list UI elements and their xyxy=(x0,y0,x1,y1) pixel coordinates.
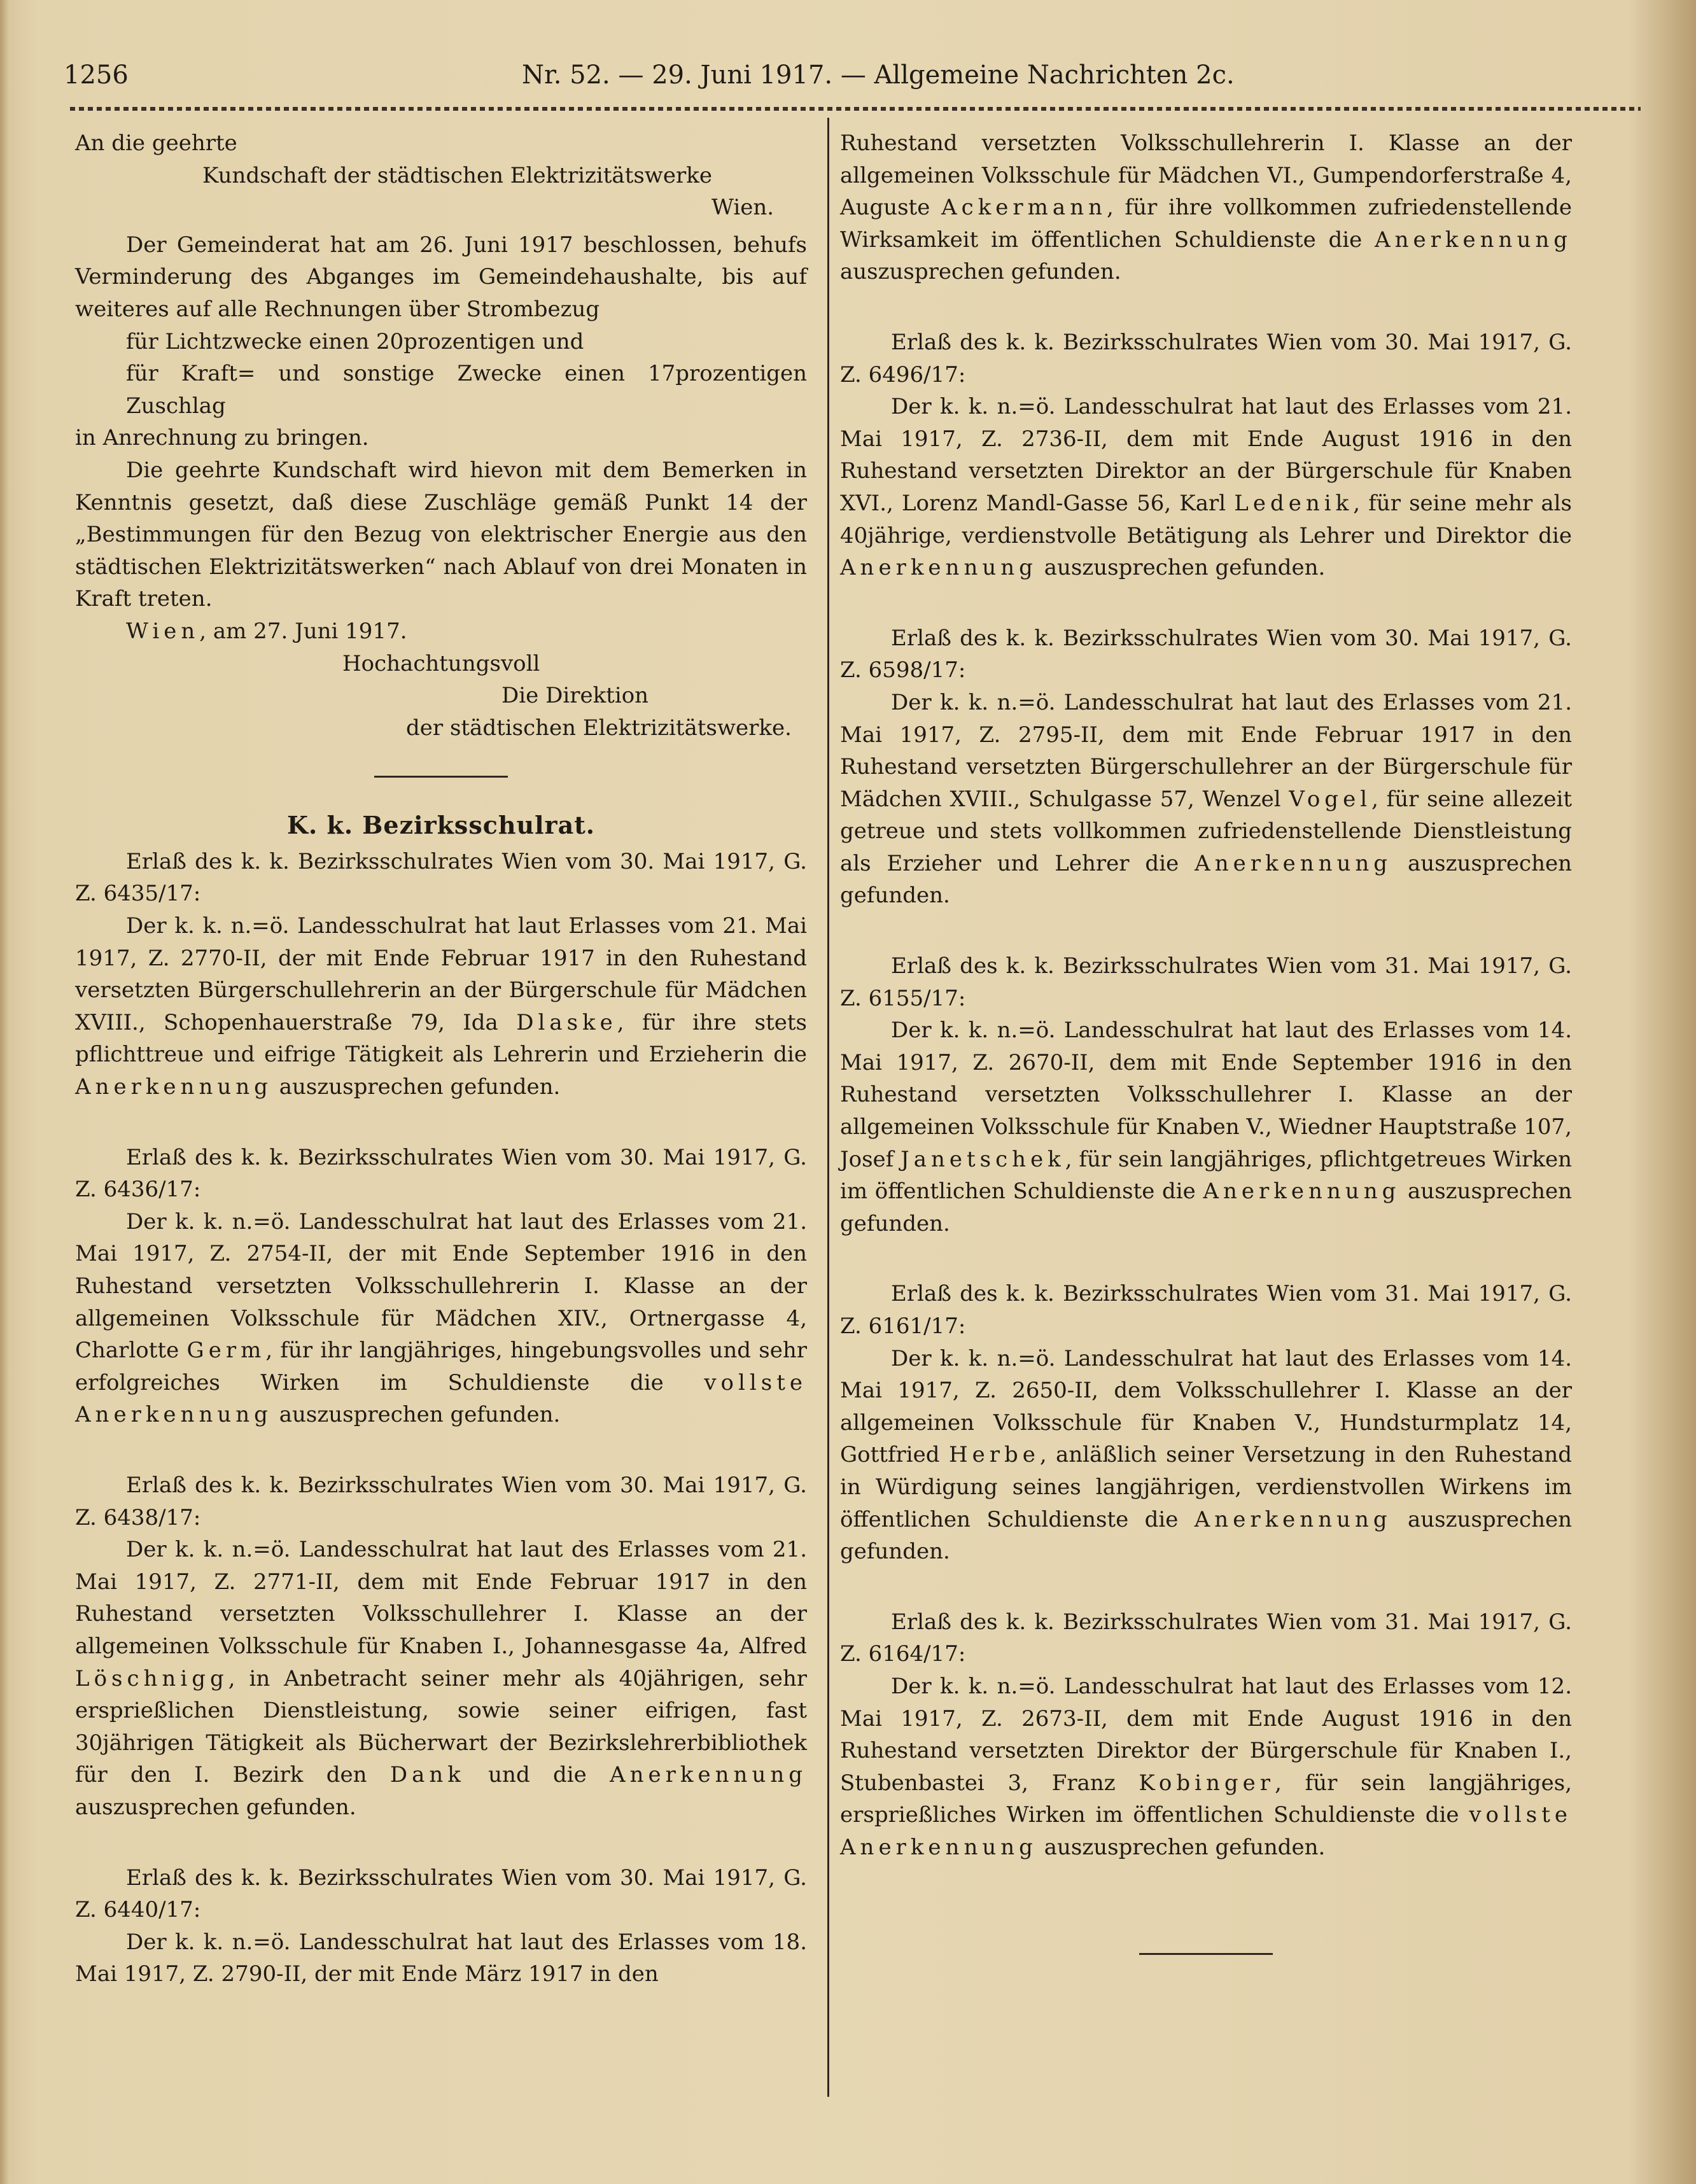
decree-text: Der k. k. n.=ö. Landesschulrat hat laut des Erlasses vom 21. Mai 1917, Z. 2754-II, der mit Ende September 1916 in den Ruhestand versetzten Volksschullehrerin I. Klasse an der allgemeinen Volksschule für Mädchen XIV., Ortnergasse 4, Charlotte Germ, für ihr langjähriges, hingebungsvolles und sehr erfolgreiches Wirken im Schuldienste die vollste Anerkennung auszusprechen gefunden. xyxy=(75,1208,807,1428)
emphasis: vollste Anerkennung xyxy=(840,1802,1573,1860)
signature-line: Die Direktion xyxy=(501,683,649,709)
person-name: Germ xyxy=(186,1338,266,1364)
emphasis: Anerkennung xyxy=(610,1762,807,1788)
decree-text: Der k. k. n.=ö. Landesschulrat hat laut des Erlasses vom 12. Mai 1917, Z. 2673-II, dem mit Ende August 1916 in den Ruhestand versetzten Direktor der Bürgerschule für Knaben I., Stubenbastei 3, Franz Kobinger, für sein langjähriges, ersprießliches Wirken im öffentlichen Schuldienste die vollste Anerkennung auszusprechen gefunden. xyxy=(840,1673,1573,1860)
decree-title: Erlaß des k. k. Bezirksschulrates Wien vom 30. Mai 1917, G. Z. 6496/17: xyxy=(840,329,1572,388)
emphasis: Anerkennung xyxy=(1203,1179,1401,1205)
decree-title: Erlaß des k. k. Bezirksschulrates Wien vom 31. Mai 1917, G. Z. 6161/17: xyxy=(840,1281,1572,1339)
person-name: Herbe xyxy=(948,1442,1040,1468)
decree-text: Der k. k. n.=ö. Landesschulrat hat laut des Erlasses vom 14. Mai 1917, Z. 2650-II, dem Volksschullehrer I. Klasse an der allgemeinen Volksschule für Knaben V., Hundsturmplatz 14, Gottfried Herbe, anläßlich seiner Versetzung in den Ruhestand in Würdigung seines langjährigen, verdienstvollen Wirkens im öffentlichen Schuldienste die Anerkennung auszusprechen gefunden. xyxy=(840,1345,1572,1565)
column-divider xyxy=(827,118,829,2097)
surcharge-item: für Kraft= und sonstige Zwecke einen 17prozentigen Zuschlag xyxy=(126,361,807,419)
date-place: Wien xyxy=(126,618,200,644)
decree-title: Erlaß des k. k. Bezirksschulrates Wien vom 31. Mai 1917, G. Z. 6155/17: xyxy=(840,953,1572,1011)
decree-text: Der k. k. n.=ö. Landesschulrat hat laut des Erlasses vom 21. Mai 1917, Z. 2795-II, dem mit Ende Februar 1917 in den Ruhestand versetzten Bürgerschullehrer an der Bürgerschule für Mädchen XVIII., Schulgasse 57, Wenzel Vogel, für seine allezeit getreue und stets vollkommen zufriedenstellende Dienstleistung als Erzieher und Lehrer die Anerkennung auszusprechen gefunden. xyxy=(840,689,1573,909)
page-header xyxy=(64,60,1642,99)
decree-title: Erlaß des k. k. Bezirksschulrates Wien vom 30. Mai 1917, G. Z. 6440/17: xyxy=(75,1865,807,1923)
right-column xyxy=(840,127,1572,1955)
emphasis: Anerkennung xyxy=(1195,850,1392,876)
address-line: An die geehrte xyxy=(75,130,237,156)
surcharge-item: für Lichtzwecke einen 20prozentigen und xyxy=(126,328,584,354)
notice-date xyxy=(75,615,807,648)
page-number: 1256 xyxy=(64,60,129,90)
emphasis: Anerkennung xyxy=(75,1074,272,1100)
decree-title: Erlaß des k. k. Bezirksschulrates Wien vom 31. Mai 1917, G. Z. 6164/17: xyxy=(840,1609,1572,1667)
person-name: Ledenik xyxy=(1234,490,1354,516)
emphasis: Anerkennung xyxy=(840,555,1037,581)
person-name: Löschnigg xyxy=(75,1665,228,1691)
person-name: Vogel xyxy=(1289,786,1372,812)
address-line: Wien. xyxy=(711,195,774,221)
running-title: Nr. 52. — 29. Juni 1917. — Allgemeine Nachrichten 2c. xyxy=(522,60,1235,90)
emphasis: Anerkennung xyxy=(1194,1506,1392,1532)
decree-text: Der k. k. n.=ö. Landesschulrat hat laut des Erlasses vom 14. Mai 1917, Z. 2670-II, dem mit Ende September 1916 in den Ruhestand versetzten Volksschullehrer I. Klasse an der allgemeinen Volksschule für Knaben V., Wiedner Hauptstraße 107, Josef Janetschek, für sein langjähriges, pflichtgetreues Wirken im öffentlichen Schuldienste die Anerkennung auszusprechen gefunden. xyxy=(840,1018,1573,1236)
section-heading: K. k. Bezirksschulrat. xyxy=(287,811,595,840)
emphasis: vollste Anerkennung xyxy=(75,1369,807,1428)
left-column xyxy=(75,127,807,1991)
person-name: Dlaske xyxy=(516,1009,617,1035)
decree-title: Erlaß des k. k. Bezirksschulrates Wien vom 30. Mai 1917, G. Z. 6435/17: xyxy=(75,848,807,907)
section-rule xyxy=(374,776,508,778)
date-text: , am 27. Juni 1917. xyxy=(199,618,407,644)
decree-text: Der k. k. n.=ö. Landesschulrat hat laut Erlasses vom 21. Mai 1917, Z. 2770-II, der mit Ende Februar 1917 in den Ruhestand versetzten Bürgerschullehrerin an der Bürgerschule für Mädchen XVIII., Schopenhauerstraße 79, Ida Dlaske, für ihre stets pflichttreue und eifrige Tätigkeit als Lehrerin und Erzieherin die Anerkennung auszusprechen gefunden. xyxy=(75,913,807,1100)
person-name: Ackermann xyxy=(941,195,1107,221)
decree-title: Erlaß des k. k. Bezirksschulrates Wien vom 30. Mai 1917, G. Z. 6438/17: xyxy=(75,1472,807,1530)
end-rule xyxy=(1139,1953,1273,1955)
person-name: Janetschek xyxy=(901,1146,1065,1172)
address-line: Kundschaft der städtischen Elektrizitätswerke xyxy=(202,162,713,188)
notice-paragraph: in Anrechnung zu bringen. xyxy=(75,425,369,451)
decree-title: Erlaß des k. k. Bezirksschulrates Wien vom 30. Mai 1917, G. Z. 6436/17: xyxy=(75,1144,807,1203)
decree-title: Erlaß des k. k. Bezirksschulrates Wien vom 30. Mai 1917, G. Z. 6598/17: xyxy=(840,625,1572,683)
decree-text: Der k. k. n.=ö. Landesschulrat hat laut des Erlasses vom 21. Mai 1917, Z. 2771-II, dem mit Ende Februar 1917 in den Ruhestand versetzten Volksschullehrer I. Klasse an der allgemeinen Volksschule für Knaben I., Johannesgasse 4a, Alfred Löschnigg, in Anbetracht seiner mehr als 40jährigen, sehr ersprießlichen Dienstleistung, sowie seiner eifrigen, fast 30jährigen Tätigkeit als Bücherwart der Bezirkslehrerbibliothek für den I. Bezirk den Dank und die Anerkennung auszusprechen gefunden. xyxy=(75,1537,807,1820)
emphasis: Anerkennung xyxy=(1375,227,1573,253)
notice-paragraph: Der Gemeinderat hat am 26. Juni 1917 beschlossen, behufs Verminderung des Abganges im Gemeindehaushalte, bis auf weiteres auf alle Rechnungen über Strombezug xyxy=(75,232,807,322)
decree-text: Der k. k. n.=ö. Landesschulrat hat laut des Erlasses vom 21. Mai 1917, Z. 2736-II, dem mit Ende August 1916 in den Ruhestand versetzten Direktor an der Bürgerschule für Knaben XVI., Lorenz Mandl-Gasse 56, Karl Ledenik, für seine mehr als 40jährige, verdienstvolle Betätigung als Lehrer und Direktor die Anerkennung auszusprechen gefunden. xyxy=(840,394,1572,581)
notice-paragraph: Die geehrte Kundschaft wird hievon mit dem Bemerken in Kenntnis gesetzt, daß diese Zuschläge gemäß Punkt 14 der „Bestimmungen für den Bezug von elektrischer Energie aus den städtischen Elektrizitätswerken“ nach Ablauf von drei Monaten in Kraft treten. xyxy=(75,457,807,612)
signature-line: der städtischen Elektrizitätswerke. xyxy=(406,715,792,741)
decree-text: Der k. k. n.=ö. Landesschulrat hat laut des Erlasses vom 18. Mai 1917, Z. 2790-II, der mit Ende März 1917 in den xyxy=(75,1929,807,1987)
person-name: Kobinger xyxy=(1139,1770,1275,1796)
header-rule xyxy=(70,107,1641,111)
closing: Hochachtungsvoll xyxy=(342,650,540,676)
emphasis: Dank xyxy=(389,1762,465,1788)
decree-text: Ruhestand versetzten Volksschullehrerin I. Klasse an der allgemeinen Volksschule für Mädchen VI., Gumpendorferstraße 4, Auguste Ackermann, für ihre vollkommen zufriedenstellende Wirksamkeit im öffentlichen Schuldienste die Anerkennung auszusprechen gefunden. xyxy=(840,130,1573,285)
